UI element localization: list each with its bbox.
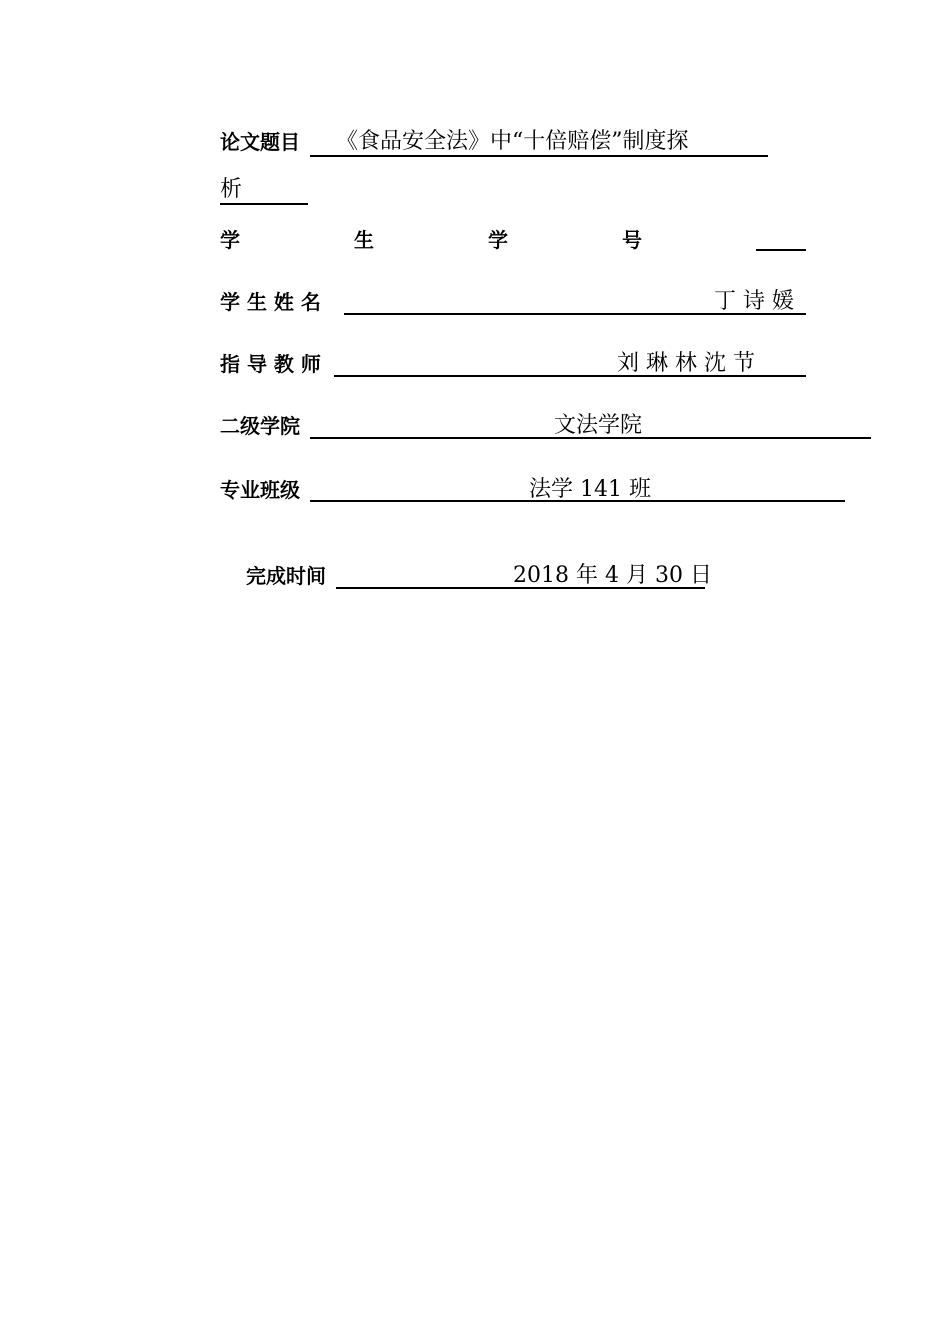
- thesis-title-value-line2: 析: [220, 177, 243, 202]
- class-value: 法学 141 班: [529, 477, 651, 502]
- student-id-label-char-2: 生: [354, 228, 374, 252]
- advisor-label: 指 导 教 师: [220, 352, 321, 376]
- completion-date-underline: [336, 587, 705, 589]
- student-id-label-char-4: 号: [622, 228, 642, 252]
- thesis-title-label: 论文题目: [220, 130, 300, 154]
- thesis-title-underline-1: [310, 155, 768, 157]
- completion-date-value: 2018 年 4 月 30 日: [513, 563, 712, 588]
- thesis-title-underline-2: [220, 203, 308, 205]
- student-name-underline: [344, 313, 806, 315]
- college-row: [220, 408, 880, 444]
- student-name-value: 丁 诗 媛: [714, 289, 794, 314]
- class-row: [220, 472, 860, 508]
- thesis-title-row: [220, 124, 820, 160]
- student-name-label: 学 生 姓 名: [220, 290, 321, 314]
- advisor-underline: [334, 375, 806, 377]
- advisor-value: 刘 琳 林 沈 节: [617, 351, 755, 376]
- student-name-row: [220, 284, 820, 320]
- class-label: 专业班级: [220, 478, 300, 502]
- student-id-label-char-3: 学: [488, 228, 508, 252]
- college-value: 文法学院: [554, 413, 643, 438]
- class-underline: [310, 500, 845, 502]
- thesis-title-row-2: [220, 172, 420, 208]
- student-id-underline: [756, 249, 806, 251]
- college-underline: [310, 437, 871, 439]
- completion-date-label: 完成时间: [246, 564, 326, 588]
- college-label: 二级学院: [220, 414, 300, 438]
- completion-date-row: [246, 558, 746, 594]
- student-id-label-char-1: 学: [220, 228, 240, 252]
- student-id-row: [220, 222, 820, 258]
- thesis-title-value-line1: 《食品安全法》中“十倍赔偿”制度探: [336, 129, 689, 154]
- advisor-row: [220, 346, 820, 382]
